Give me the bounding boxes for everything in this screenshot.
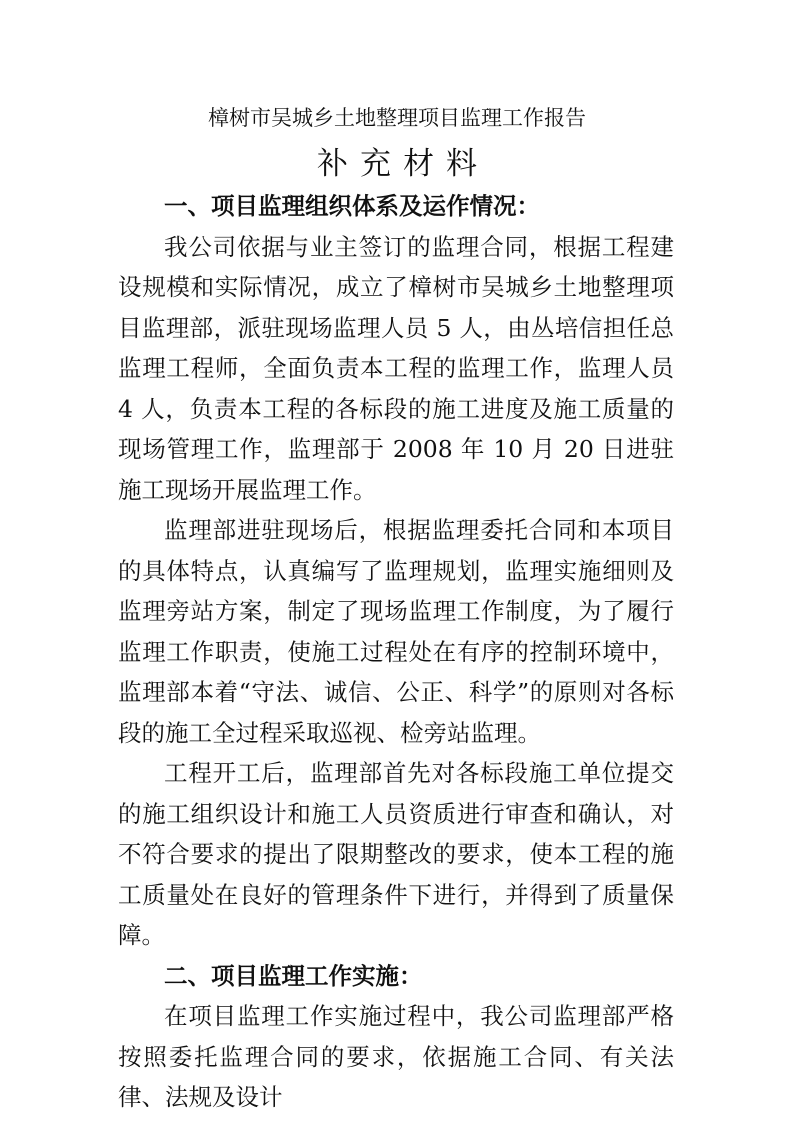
section-1-paragraph-3: 工程开工后，监理部首先对各标段施工单位提交的施工组织设计和施工人员资质进行审查和确认，对不符合要求的提出了限期整改的要求，使本工程的施工质量处在良好的管理条件下进行，并得到了质量保障。 xyxy=(118,759,674,949)
document-body xyxy=(118,186,674,1118)
section-1-paragraph-1: 我公司依据与业主签订的监理合同，根据工程建设规模和实际情况，成立了樟树市吴城乡土地整理项目监理部，派驻现场监理人员 5 人，由丛培信担任总监理工程师，全面负责本工程的监理工作，监理人员 4 人，负责本工程的各标段的施工进度及施工质量的现场管理工作，监理部于 2008 年 10 月 20 日进驻施工现场开展监理工作。 xyxy=(118,232,674,504)
section-heading-1: 一、项目监理组织体系及运作情况： xyxy=(164,192,540,220)
section-2-paragraph-1: 在项目监理工作实施过程中，我公司监理部严格按照委托监理合同的要求，依据施工合同、有关法律、法规及设计 xyxy=(118,1002,674,1111)
document-title: 樟树市吴城乡土地整理项目监理工作报告 xyxy=(208,106,586,130)
section-1-paragraph-2: 监理部进驻现场后，根据监理委托合同和本项目的具体特点，认真编写了监理规划，监理实施细则及监理旁站方案，制定了现场监理工作制度，为了履行监理工作职责，使施工过程处在有序的控制环境中，监理部本着“守法、诚信、公正、科学”的原则对各标段的施工全过程采取巡视、检旁站监理。 xyxy=(118,516,674,747)
document-subtitle: 补充材料 xyxy=(317,146,489,182)
section-heading-2: 二、项目监理工作实施： xyxy=(164,961,423,990)
